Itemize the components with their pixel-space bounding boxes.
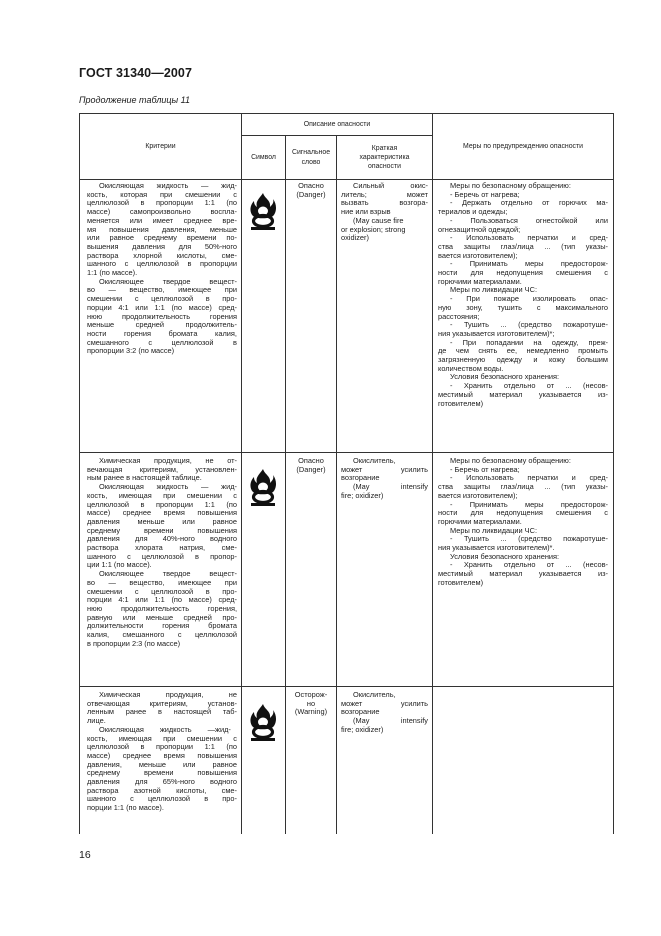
criteria-line: массе) среднее время повышения	[87, 750, 237, 760]
row1-signal	[286, 182, 336, 199]
measures-line: Условия безопасного хранения:	[450, 372, 560, 382]
measures-line: Меры по безопасному обращению:	[450, 456, 571, 465]
measures-line: - Беречь от нагрева;	[450, 464, 520, 474]
signal-line: Опасно	[298, 181, 324, 190]
measures-line: ную зону, тушить с максимального	[438, 302, 608, 312]
measures-line: огнезащитной одеждой;	[438, 224, 521, 234]
criteria-line: должительности горения бромата	[87, 621, 237, 631]
header-criteria-label: Критерии	[145, 142, 176, 150]
brief-line: литель; может	[341, 189, 428, 199]
measures-line: горючими материалами.	[438, 276, 522, 286]
criteria-line: шанного с целлюлозой в пропор-	[87, 551, 237, 561]
row-divider-1	[79, 452, 614, 453]
row3-criteria	[87, 691, 237, 813]
measures-line: Меры по ликвидации ЧС:	[450, 285, 538, 295]
criteria-line: Химическая продукция, не от-	[99, 456, 237, 465]
brief-line: fire; oxidizer)	[341, 490, 384, 500]
criteria-line: раствора хлората натрия, сме-	[87, 543, 237, 553]
measures-line: Меры по безопасному обращению:	[450, 181, 571, 190]
measures-line: Меры по ликвидации ЧС:	[450, 525, 538, 535]
flame-over-circle-icon	[248, 467, 278, 507]
criteria-line: нюю продолжительность горения,	[87, 603, 237, 613]
criteria-line: массе) среднее время повышения	[87, 508, 237, 518]
criteria-line: раствора хлорной кислоты, сме-	[87, 250, 237, 260]
measures-line: - Хранить отдельно от ... (несов-	[450, 381, 608, 391]
row2-criteria	[87, 457, 237, 648]
measures-line: - Использовать перчатки и сред-	[450, 473, 608, 483]
measures-line: - Тушить ... (средство пожаротуше-	[450, 320, 608, 330]
row3-symbol	[248, 702, 278, 747]
criteria-line: смешении с целлюлозой в про-	[87, 586, 237, 596]
table-caption: Продолжение таблицы 11	[79, 95, 191, 105]
measures-line: - При пожаре изолировать опас-	[450, 294, 608, 304]
page-number: 16	[79, 849, 91, 861]
header-symbol	[242, 136, 285, 179]
criteria-line: кость, имеющая при смешении с	[87, 490, 237, 500]
brief-line: ние или взрыв	[341, 207, 391, 217]
measures-line: ства защиты глаз/лица ... (тип указы-	[438, 482, 608, 492]
measures-line: - Принимать меры предосторож-	[450, 499, 608, 509]
measures-line: - Беречь от нагрева;	[450, 189, 520, 199]
brief-line: fire; oxidizer)	[341, 724, 384, 734]
criteria-line: порции 4:1 или 1:1 (по массе) сред-	[87, 595, 237, 605]
criteria-line: Окисляющая жидкость —	[99, 724, 215, 734]
brief-line: oxidizer)	[341, 233, 369, 243]
criteria-line: или равное среднему времени по-	[87, 233, 237, 243]
row1-brief	[341, 182, 428, 243]
measures-line: расстояния;	[438, 311, 480, 321]
measures-line: - Использовать перчатки и сред-	[450, 233, 608, 243]
criteria-line: давления меньше или равное	[87, 516, 237, 526]
column-line-measures	[432, 113, 433, 834]
row1-symbol	[248, 191, 278, 236]
brief-line: (May cause fire	[353, 215, 404, 225]
row2-measures	[438, 457, 608, 588]
brief-line: вызвать возгора-	[341, 198, 428, 208]
criteria-line: в пропорции 2:3 (по массе)	[87, 638, 181, 648]
row3-signal	[286, 691, 336, 717]
measures-line: - Пользоваться огнестойкой или	[450, 215, 608, 225]
criteria-line: кость, которая при смешении с	[87, 189, 237, 199]
measures-line: - Тушить ... (средство пожаротуше-	[450, 534, 608, 544]
criteria-line: Химическая продукция, не	[99, 690, 237, 699]
signal-line: но	[306, 698, 316, 708]
measures-line: - Хранить отдельно от ... (несов-	[450, 560, 608, 570]
criteria-line: равную или меньше средней про-	[87, 612, 237, 622]
signal-line: Осторож-	[294, 690, 328, 699]
measures-line: ния указывается изготовителем)*.	[438, 543, 555, 553]
criteria-line: меняется или имеет среднее вре-	[87, 215, 237, 225]
measures-line: ности для недопущения смешения с	[438, 508, 608, 518]
measures-line: вается изготовителем);	[438, 490, 518, 500]
criteria-line: ности горения бромата калия,	[87, 328, 237, 338]
header-brief-line: характеристика	[359, 153, 410, 161]
brief-line: Окислитель,	[353, 690, 396, 699]
criteria-line: Окисляющее твердое вещест-	[99, 569, 237, 579]
criteria-line: среднему времени повышения	[87, 768, 237, 778]
row2-symbol	[248, 467, 278, 512]
measures-line: териалов и одежды;	[438, 207, 508, 217]
measures-line: - При попадании на одежду, преж-	[450, 337, 608, 347]
criteria-line: давления для 65%-ного водного	[87, 777, 237, 787]
criteria-line: отвечающая критериям, установ-	[87, 698, 237, 708]
brief-line: может усилить	[341, 464, 428, 474]
criteria-line: вечающая критериям, установлен-	[87, 464, 237, 474]
criteria-line: нюю продолжительность горения	[87, 311, 237, 321]
criteria-line: вышения давления для 50%-ного	[87, 241, 237, 251]
criteria-line: жид-	[215, 724, 231, 734]
measures-line: - Держать отдельно от горючих ма-	[450, 198, 608, 208]
measures-line: готовителем)	[438, 398, 484, 408]
criteria-line: шанного с целлюлозой в пропорции	[87, 259, 237, 269]
row3-brief	[341, 691, 428, 735]
criteria-line: давления, меньше или равное	[87, 759, 237, 769]
criteria-line: порции 4:1 или 1:1 (по массе) сред-	[87, 302, 237, 312]
criteria-line: смешении с целлюлозой в про-	[87, 294, 237, 304]
measures-line: де чем снять ее, немедленно промыть	[438, 346, 608, 356]
criteria-line: во — вещество, имеющее при	[87, 577, 237, 587]
criteria-line: целлюлозой в пропорции 1:1 (по	[87, 742, 237, 752]
measures-line: местимый материал указывается из-	[438, 389, 608, 399]
row2-signal	[286, 457, 336, 474]
criteria-line: шанного с целлюлозой в про-	[87, 794, 237, 804]
header-symbol-label: Символ	[251, 153, 276, 161]
brief-line: or explosion; strong	[341, 224, 406, 234]
flame-over-circle-icon	[248, 702, 278, 742]
criteria-line: 1:1 (по массе).	[87, 268, 138, 278]
brief-line: Сильный окис-	[353, 181, 428, 190]
criteria-line: калия, смешанного с целлюлозой	[87, 630, 237, 640]
criteria-line: среднему времени повышения	[87, 525, 237, 535]
brief-line: может усилить	[341, 698, 428, 708]
criteria-line: массе) самопроизвольно воспла-	[87, 207, 237, 217]
header-bottom-line	[79, 179, 614, 180]
measures-line: готовителем)	[438, 577, 484, 587]
header-hazard-description-label: Описание опасности	[303, 120, 371, 128]
hazard-table	[79, 113, 614, 834]
measures-line: местимый материал указывается из-	[438, 569, 608, 579]
header-measures-label: Меры по предупреждению опасности	[463, 142, 583, 150]
criteria-line: целлюлозой в пропорции 1:1 (по	[87, 499, 237, 509]
measures-line: вается изготовителем);	[438, 250, 518, 260]
document-title: ГОСТ 31340—2007	[79, 66, 193, 80]
table-border-right	[613, 113, 614, 834]
criteria-line: порции 1:1 (по массе).	[87, 803, 164, 813]
measures-line: ности для недопущения смешения с	[438, 268, 608, 278]
measures-line: - Принимать меры предосторож-	[450, 259, 608, 269]
criteria-line: меньше средней продолжитель-	[87, 320, 237, 330]
criteria-line: давления для 40%-ного водного	[87, 534, 237, 544]
signal-line: (Danger)	[296, 189, 326, 199]
signal-line: (Warning)	[294, 707, 328, 717]
criteria-line: ленным ранее в настоящей таб-	[87, 707, 237, 717]
header-hazard-description	[242, 114, 432, 135]
brief-line: (May intensify	[353, 716, 428, 726]
measures-line: горючими материалами.	[438, 516, 522, 526]
criteria-line: ции 1:1 (по массе).	[87, 560, 152, 570]
table-border-left	[79, 113, 80, 834]
row1-measures	[438, 182, 608, 408]
measures-line: загрязненную одежду и кожу большим	[438, 355, 608, 365]
row1-criteria	[87, 182, 237, 356]
criteria-line: Окисляющая жидкость — жид-	[99, 482, 237, 492]
measures-line: ния указывается изготовителем)*;	[438, 328, 555, 338]
measures-line: ства защиты глаз/лица ... (тип указы-	[438, 241, 608, 251]
header-brief-line: Краткая	[371, 144, 398, 152]
criteria-line: мя повышения давления, меньше	[87, 224, 237, 234]
brief-line: возгорание	[341, 473, 380, 483]
criteria-line: ным ранее в настоящей таблице.	[87, 473, 202, 483]
flame-over-circle-icon	[248, 191, 278, 231]
criteria-line: во — вещество, имеющее при	[87, 285, 237, 295]
criteria-line: целлюлозой в пропорции 1:1 (по	[87, 198, 237, 208]
criteria-line: смешанного с целлюлозой в	[87, 337, 237, 347]
header-brief-line: опасности	[368, 163, 401, 171]
header-criteria	[80, 114, 241, 179]
criteria-line: лице.	[87, 716, 106, 726]
row-divider-2	[79, 686, 614, 687]
row2-brief	[341, 457, 428, 501]
header-brief	[337, 136, 432, 179]
criteria-line: Окисляющее твердое вещест-	[99, 276, 237, 286]
brief-line: возгорание	[341, 707, 380, 717]
header-signal-line: Сигнальное	[291, 149, 331, 157]
header-signal-line: слово	[301, 158, 321, 166]
signal-line: (Danger)	[296, 464, 326, 474]
measures-line: количеством воды.	[438, 363, 504, 373]
signal-line: Опасно	[298, 456, 324, 465]
measures-line: Условия безопасного хранения:	[450, 551, 560, 561]
column-line-signal	[285, 135, 286, 834]
brief-line: Окислитель,	[353, 456, 396, 465]
criteria-line: Окисляющая жидкость — жид-	[99, 181, 237, 190]
criteria-line: раствора азотной кислоты, сме-	[87, 785, 237, 795]
brief-line: (May intensify	[353, 482, 428, 492]
criteria-line: кость, имеющая при смешении с	[87, 733, 237, 743]
header-signal-word	[286, 136, 336, 179]
criteria-line: пропорции 3:2 (по массе)	[87, 346, 175, 356]
column-line-brief	[336, 135, 337, 834]
header-measures	[433, 114, 613, 179]
column-line-symbol	[241, 113, 242, 834]
